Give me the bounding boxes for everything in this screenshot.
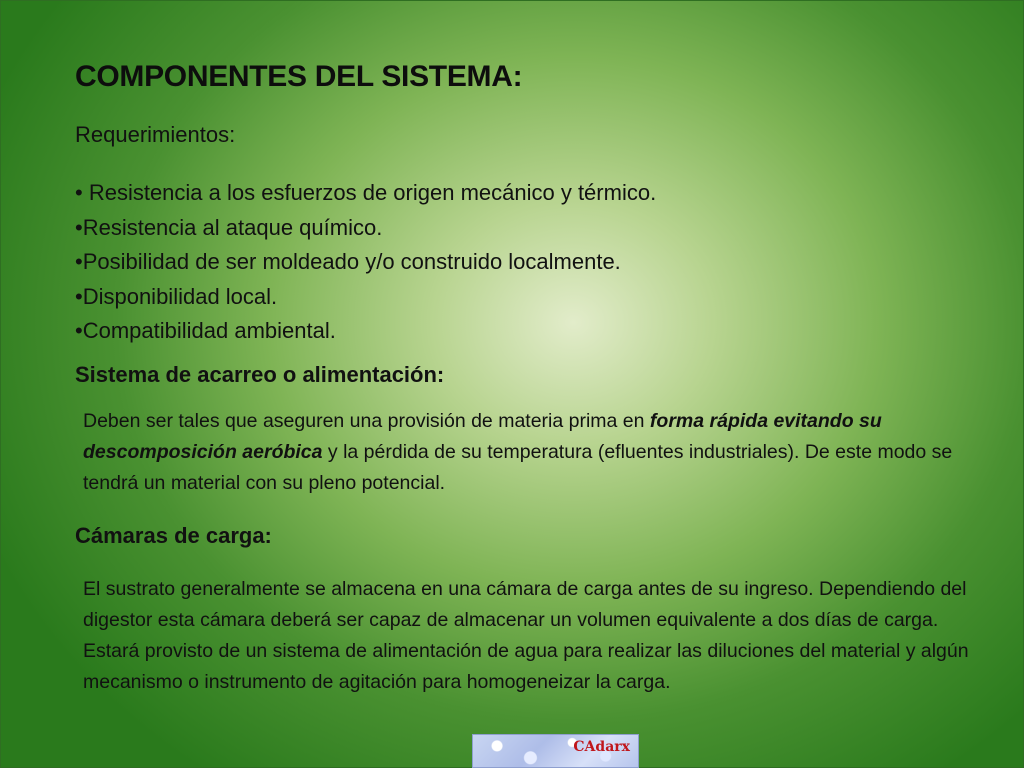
load-chambers-heading: Cámaras de carga: — [75, 523, 272, 548]
feed-text-start: Deben ser tales que aseguren una provisión de materia prima en — [83, 410, 650, 432]
requirements-list — [75, 176, 656, 349]
load-paragraph-2: Estará provisto de un sistema de alimentación de agua para realizar las diluciones del material y algún mecanismo o instrumento de agitación para homogeneizar la carga. — [83, 640, 969, 693]
logo-text: CAdarx — [573, 739, 630, 755]
requirement-item: •Compatibilidad ambiental. — [75, 318, 336, 343]
feed-system-paragraph — [83, 406, 978, 499]
feed-emphasis: forma rápida evitando su descomposición aeróbica — [83, 410, 882, 463]
slide-title: COMPONENTES DEL SISTEMA: — [75, 60, 523, 93]
load-paragraph-1: El sustrato generalmente se almacena en una cámara de carga antes de su ingreso. Dependiendo del digestor esta cámara deberá ser capaz de almacenar un volumen equivalente a dos días de carga. — [83, 578, 967, 631]
requirements-heading: Requerimientos: — [75, 122, 236, 147]
feed-text-end: y la pérdida de su temperatura (efluentes industriales). De este modo se tendrá un material con su pleno potencial. — [83, 441, 953, 494]
feed-system-heading: Sistema de acarreo o alimentación: — [75, 362, 445, 387]
requirement-item: •Posibilidad de ser moldeado y/o construido localmente. — [75, 249, 621, 274]
requirement-item: • Resistencia a los esfuerzos de origen mecánico y térmico. — [75, 180, 657, 205]
requirement-item: •Resistencia al ataque químico. — [75, 214, 383, 240]
load-chambers-text — [83, 574, 978, 698]
requirement-item: •Disponibilidad local. — [75, 283, 278, 309]
cadarx-logo — [472, 734, 639, 768]
